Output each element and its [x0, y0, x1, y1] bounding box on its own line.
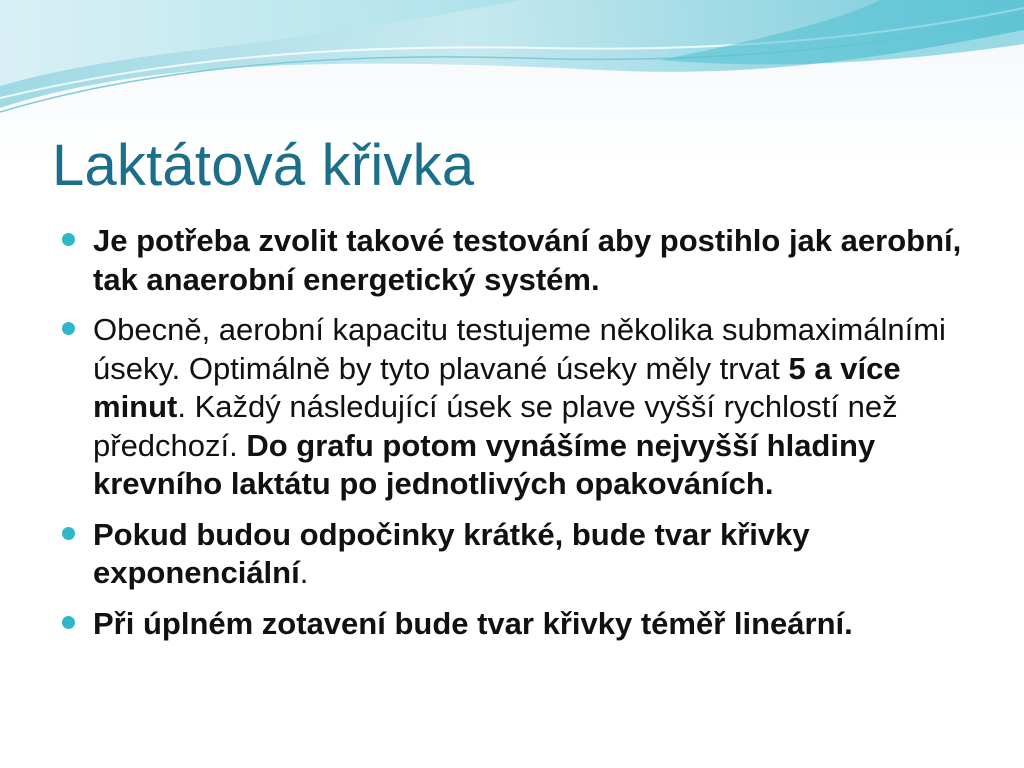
bullet-item: [62, 516, 962, 593]
bullet-text-bold: 5 a více minut: [93, 350, 901, 424]
bullet-dot-icon: [62, 527, 75, 540]
bullet-text-bold: Pokud budou odpočinky krátké, bude tvar křivky exponenciální: [93, 516, 810, 590]
bullet-dot-icon: [62, 616, 75, 629]
bullet-dot-icon: [62, 233, 75, 246]
decorative-wave-header: [0, 0, 1024, 140]
bullet-item: [62, 605, 962, 644]
bullet-text-bold: Při úplném zotavení bude tvar křivky téměř lineární.: [93, 605, 853, 641]
bullet-text: . Každý následující úsek se plave vyšší rychlostí než předchozí.: [93, 389, 898, 463]
bullet-item: [62, 222, 962, 299]
bullet-text: Je potřeba zvolit takové testování aby postihlo jak aerobní, tak anaerobní energetický systém.: [93, 223, 962, 297]
bullet-text: Obecně, aerobní kapacitu testujeme několika submaximálními úseky. Optimálně by tyto plavané úseky měly trvat: [93, 312, 946, 386]
bullet-dot-icon: [62, 322, 75, 335]
bullet-list: [62, 222, 962, 655]
bullet-item: [62, 311, 962, 504]
bullet-text: .: [299, 555, 309, 590]
bullet-text-bold: Do grafu potom vynášíme nejvyšší hladiny krevního laktátu po jednotlivých opakováních.: [93, 427, 876, 501]
slide-title: Laktátová křivka: [52, 133, 475, 198]
